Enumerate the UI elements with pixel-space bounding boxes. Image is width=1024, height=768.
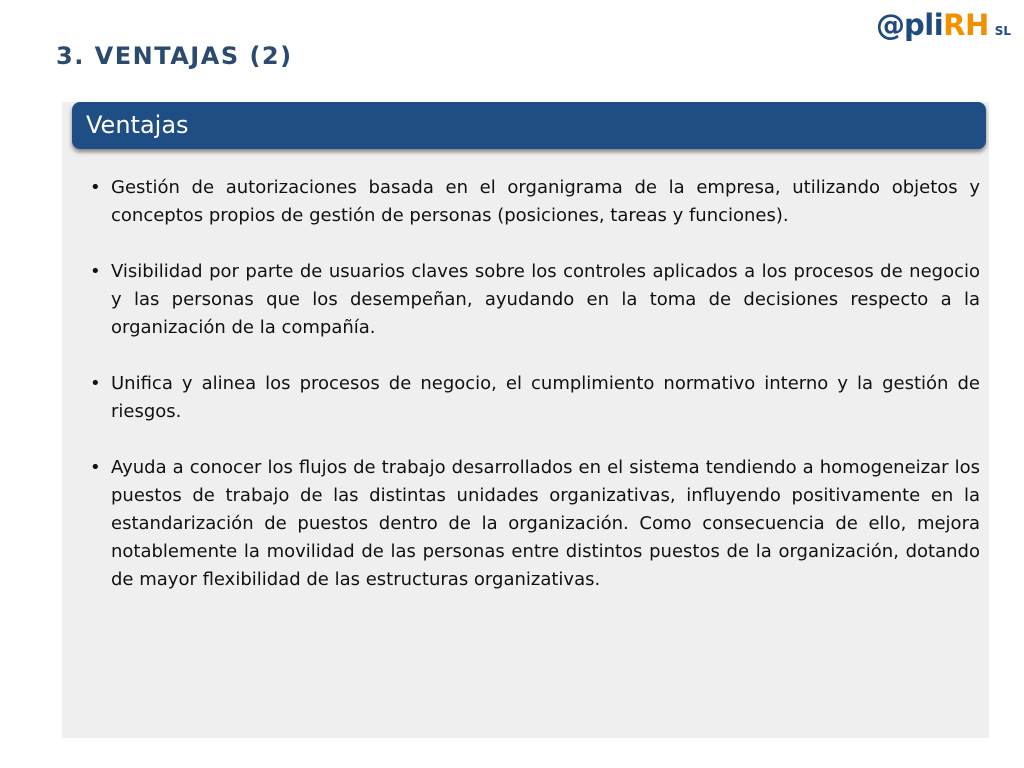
page-title: 3. VENTAJAS (2): [56, 42, 293, 70]
advantages-list: [90, 174, 980, 622]
logo-pli-text: pli: [904, 8, 944, 42]
list-item: • Ayuda a conocer los flujos de trabajo desarrollados en el sistema tendiendo a homogeneizar los puestos de trabajo de las distintas unidades organizativas, influyendo positivamente en la estandarización de puestos dentro de la organización. Como consecuencia de ello, mejora notablemente la movilidad de las personas entre distintos puestos de la organización, dotando de mayor flexibilidad de las estructuras organizativas.: [90, 454, 980, 594]
logo-rh-text: RH: [943, 8, 989, 42]
panel-header-title: Ventajas: [86, 110, 189, 139]
list-item: • Gestión de autorizaciones basada en el organigrama de la empresa, utilizando objetos y conceptos propios de gestión de personas (posiciones, tareas y funciones).: [90, 174, 980, 230]
logo-sl-text: SL: [994, 24, 1012, 38]
list-item: • Unifica y alinea los procesos de negocio, el cumplimiento normativo interno y la gestión de riesgos.: [90, 370, 980, 426]
list-item: • Visibilidad por parte de usuarios claves sobre los controles aplicados a los procesos de negocio y las personas que los desempeñan, ayudando en la toma de decisiones respecto a la organización de la compañía.: [90, 258, 980, 342]
company-logo: [876, 8, 1011, 52]
panel-header: [72, 102, 986, 149]
logo-at-sign: @: [876, 8, 904, 42]
